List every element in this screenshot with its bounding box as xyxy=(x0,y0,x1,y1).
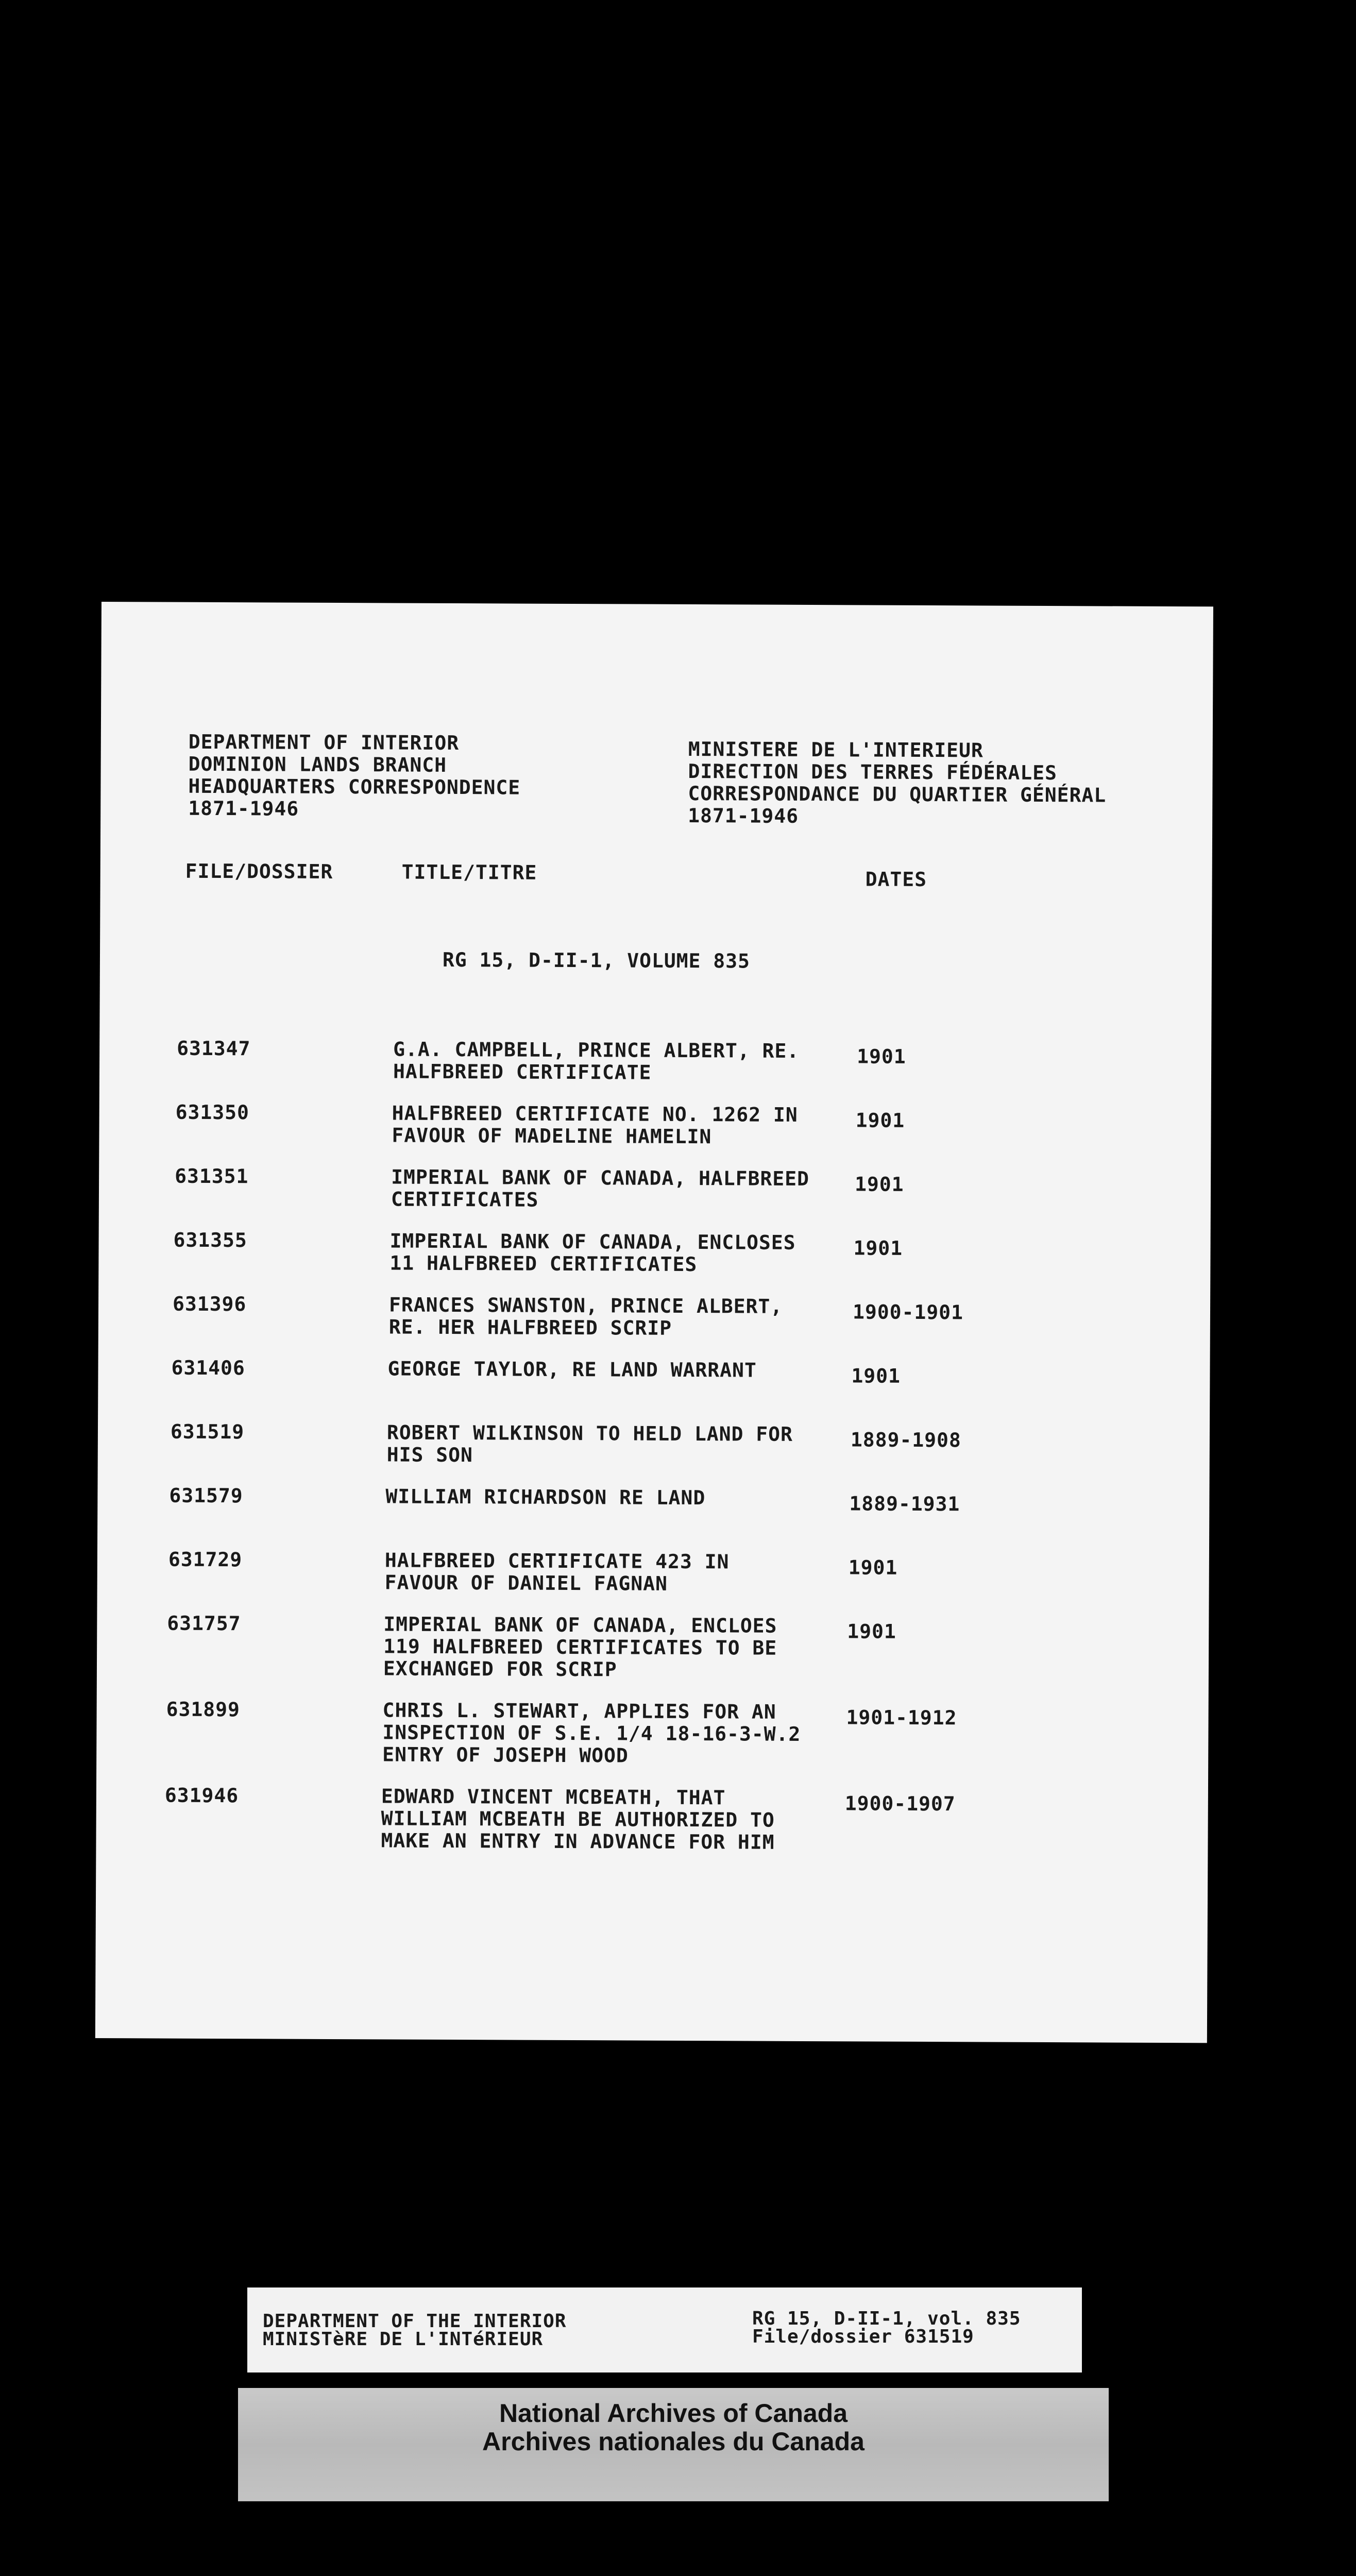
header-english xyxy=(188,731,520,821)
entry-file-number: 631757 xyxy=(167,1612,241,1635)
entry-row xyxy=(175,1100,1180,1148)
entry-row xyxy=(164,1784,1169,1854)
entry-title xyxy=(385,1485,839,1510)
entry-title-line: WILLIAM MCBEATH BE AUTHORIZED TO xyxy=(381,1807,775,1832)
header-line: MINISTERE DE L'INTERIEUR xyxy=(688,737,984,762)
header-line: DIRECTION DES TERRES FÉDÉRALES xyxy=(688,759,1058,785)
entry-title xyxy=(393,1038,846,1084)
header-line: CORRESPONDANCE DU QUARTIER GÉNÉRAL xyxy=(688,782,1107,807)
entry-title-line: FAVOUR OF MADELINE HAMELIN xyxy=(392,1124,712,1148)
column-dates: DATES xyxy=(865,868,927,891)
entry-title-line: RE. HER HALFBREED SCRIP xyxy=(388,1315,672,1340)
archives-name-fr: Archives nationales du Canada xyxy=(482,2427,865,2456)
document-page xyxy=(95,602,1213,2043)
entry-title xyxy=(392,1102,845,1148)
entry-dates: 1901 xyxy=(857,1045,906,1068)
entry-title-line: MAKE AN ENTRY IN ADVANCE FOR HIM xyxy=(381,1829,775,1854)
column-title: TITLE/TITRE xyxy=(401,860,537,884)
label-dept-en: DEPARTMENT OF THE INTERIOR xyxy=(263,2311,567,2332)
entry-title xyxy=(391,1166,844,1212)
entry-title xyxy=(389,1230,843,1276)
entry-title-line: 11 HALFBREED CERTIFICATES xyxy=(389,1251,698,1276)
entry-file-number: 631406 xyxy=(171,1356,245,1380)
entry-dates: 1901 xyxy=(848,1556,898,1579)
archives-name-en: National Archives of Canada xyxy=(499,2399,848,2428)
entry-title-line: GEORGE TAYLOR, RE LAND WARRANT xyxy=(387,1357,757,1382)
entry-row xyxy=(177,1037,1181,1084)
header-line: DEPARTMENT OF INTERIOR xyxy=(188,730,460,755)
entry-title xyxy=(387,1358,841,1382)
entry-row xyxy=(167,1612,1172,1681)
entry-title-line: CERTIFICATES xyxy=(391,1188,539,1211)
entry-row xyxy=(175,1164,1179,1211)
entry-title-line: ROBERT WILKINSON TO HELD LAND FOR xyxy=(386,1421,793,1446)
header-line: DOMINION LANDS BRANCH xyxy=(188,752,447,776)
label-dept-fr: MINISTèRE DE L'INTéRIEUR xyxy=(263,2329,544,2350)
entry-title-line: FRANCES SWANSTON, PRINCE ALBERT, xyxy=(388,1293,783,1318)
entry-dates: 1889-1908 xyxy=(850,1428,961,1452)
header-french xyxy=(688,738,1107,829)
entry-title xyxy=(387,1421,840,1468)
entry-title-line: G.A. CAMPBELL, PRINCE ALBERT, RE. xyxy=(393,1038,800,1062)
entry-file-number: 631396 xyxy=(172,1292,247,1316)
entry-file-number: 631946 xyxy=(164,1784,239,1807)
entry-dates: 1901 xyxy=(851,1364,901,1387)
entry-title-line: WILLIAM RICHARDSON RE LAND xyxy=(385,1485,706,1510)
entry-title-line: EXCHANGED FOR SCRIP xyxy=(383,1657,617,1681)
entry-dates: 1900-1907 xyxy=(844,1792,956,1816)
column-headers xyxy=(185,860,1164,895)
entry-title xyxy=(381,1785,835,1854)
entry-row xyxy=(170,1420,1175,1467)
entry-title-line: IMPERIAL BANK OF CANADA, HALFBREED xyxy=(391,1165,810,1191)
entry-title-line: HIS SON xyxy=(386,1443,473,1467)
entry-row xyxy=(173,1228,1178,1276)
entries-list xyxy=(164,1037,1181,1854)
entry-file-number: 631579 xyxy=(169,1484,243,1507)
entry-dates: 1901 xyxy=(847,1620,896,1643)
entry-title xyxy=(385,1549,838,1596)
entry-dates: 1900-1901 xyxy=(852,1300,963,1324)
entry-row xyxy=(166,1698,1171,1767)
entry-dates: 1889-1931 xyxy=(849,1492,960,1516)
label-volume: RG 15, D-II-1, vol. 835 xyxy=(752,2308,1021,2329)
entry-file-number: 631350 xyxy=(175,1100,250,1124)
entry-row xyxy=(171,1356,1176,1387)
column-file: FILE/DOSSIER xyxy=(185,859,333,883)
entry-row xyxy=(169,1484,1174,1516)
header-line: 1871-1946 xyxy=(188,796,299,820)
entry-title-line: ENTRY OF JOSEPH WOOD xyxy=(382,1743,629,1767)
entry-title-line: 119 HALFBREED CERTIFICATES TO BE xyxy=(383,1635,777,1659)
arrow-right-icon xyxy=(111,1386,173,1448)
entry-file-number: 631519 xyxy=(170,1420,245,1444)
entry-title-line: IMPERIAL BANK OF CANADA, ENCLOSES xyxy=(389,1229,796,1254)
entry-file-number: 631729 xyxy=(168,1548,243,1571)
entry-title-line: HALFBREED CERTIFICATE xyxy=(393,1060,652,1084)
entry-title-line: INSPECTION OF S.E. 1/4 18-16-3-W.2 xyxy=(382,1721,801,1745)
entry-title-line: HALFBREED CERTIFICATE 423 IN xyxy=(384,1549,730,1573)
entry-dates: 1901 xyxy=(854,1173,904,1196)
header-line: HEADQUARTERS CORRESPONDENCE xyxy=(188,774,521,799)
entry-title xyxy=(383,1613,837,1682)
entry-title-line: FAVOUR OF DANIEL FAGNAN xyxy=(384,1571,668,1595)
entry-title xyxy=(389,1294,842,1340)
entry-file-number: 631351 xyxy=(175,1164,249,1188)
header-line: 1871-1946 xyxy=(688,804,799,827)
entry-dates: 1901-1912 xyxy=(846,1706,957,1730)
entry-file-number: 631899 xyxy=(166,1698,240,1721)
entry-dates: 1901 xyxy=(853,1236,903,1260)
entry-title-line: CHRIS L. STEWART, APPLIES FOR AN xyxy=(382,1699,776,1723)
entry-title-line: IMPERIAL BANK OF CANADA, ENCLOES xyxy=(383,1613,777,1637)
microfilm-label xyxy=(247,2287,1082,2372)
entry-dates: 1901 xyxy=(855,1109,905,1132)
label-file: File/dossier 631519 xyxy=(752,2326,974,2347)
entry-row xyxy=(168,1548,1173,1595)
entry-row xyxy=(172,1292,1177,1340)
entry-title xyxy=(382,1699,836,1768)
volume-reference: RG 15, D-II-1, VOLUME 835 xyxy=(442,948,751,973)
entry-title-line: EDWARD VINCENT MCBEATH, THAT xyxy=(381,1785,726,1809)
entry-file-number: 631347 xyxy=(177,1037,251,1060)
entry-title-line: HALFBREED CERTIFICATE NO. 1262 IN xyxy=(392,1101,798,1126)
entry-file-number: 631355 xyxy=(173,1228,247,1252)
archives-banner xyxy=(238,2388,1109,2501)
